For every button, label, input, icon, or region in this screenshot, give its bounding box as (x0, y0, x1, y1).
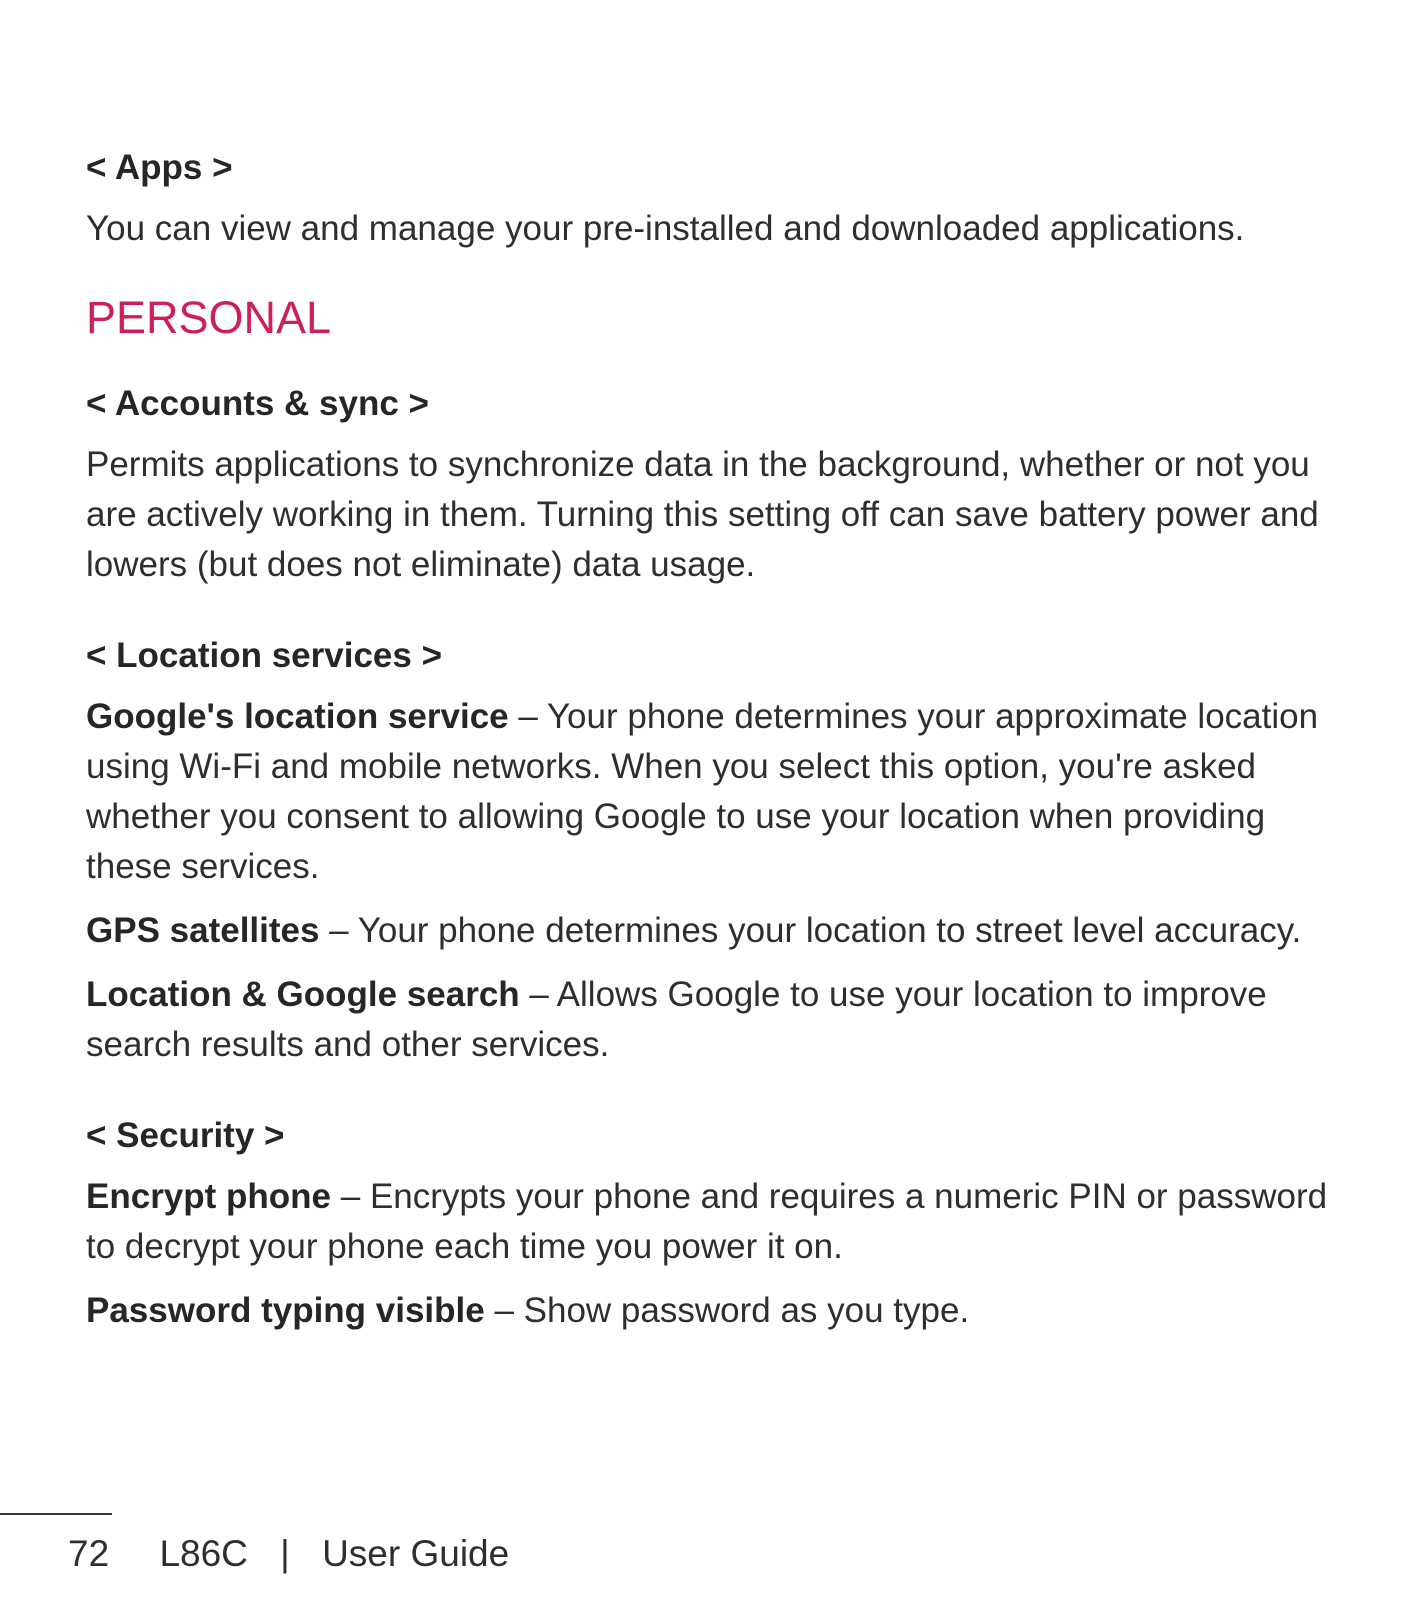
apps-heading: < Apps > (86, 148, 233, 187)
location-item-text: – Allows Google to use your location to improve search results and other services. (86, 975, 1267, 1064)
location-item-text: – Your phone determines your location to street level accuracy. (319, 911, 1302, 950)
security-item-password-typing-visible (86, 1286, 1356, 1336)
manual-page-content (86, 146, 1356, 1336)
accounts-sync-heading: < Accounts & sync > (86, 384, 429, 423)
personal-section-title: PERSONAL (86, 292, 332, 343)
page-footer (68, 1532, 509, 1576)
footer-separator: | (280, 1533, 290, 1574)
location-item-google-location-service (86, 692, 1356, 892)
security-item-term: Encrypt phone (86, 1177, 332, 1216)
location-item-location-google-search (86, 970, 1356, 1070)
security-item-text: – Show password as you type. (484, 1291, 970, 1330)
location-item-term: Location & Google search (86, 975, 520, 1014)
footer-divider (0, 1513, 112, 1515)
location-item-text: – Your phone determines your approximate location using Wi-Fi and mobile networks. When you select this option, you're asked whether you consent to allowing Google to use your location when providing these services. (86, 697, 1319, 886)
security-item-text: – Encrypts your phone and requires a numeric PIN or password to decrypt your phone each time you power it on. (86, 1177, 1328, 1266)
location-item-term: Google's location service (86, 697, 509, 736)
security-heading: < Security > (86, 1116, 285, 1155)
location-item-gps-satellites (86, 906, 1356, 956)
model-name: L86C (159, 1533, 248, 1574)
apps-description: You can view and manage your pre-installed and downloaded applications. (86, 209, 1245, 248)
page-number: 72 (68, 1533, 110, 1574)
location-services-heading: < Location services > (86, 636, 443, 675)
guide-title: User Guide (322, 1533, 510, 1574)
security-item-encrypt-phone (86, 1172, 1356, 1272)
location-item-term: GPS satellites (86, 911, 320, 950)
accounts-sync-description: Permits applications to synchronize data in the background, whether or not you are actively working in them. Turning this setting off can save battery power and lowers (but does not eliminate) data usage. (86, 445, 1319, 584)
security-item-term: Password typing visible (86, 1291, 485, 1330)
